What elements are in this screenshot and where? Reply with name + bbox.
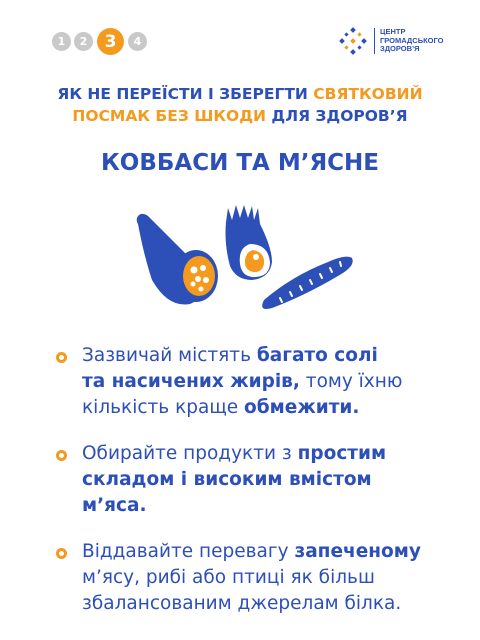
logo-text	[374, 28, 443, 54]
headline	[0, 83, 480, 127]
meat-illustration	[132, 200, 362, 315]
meat-ribs-icon	[226, 205, 273, 280]
page-dot-4: 4	[128, 32, 147, 51]
headline-part-3: ПОСМАК БЕЗ ШКОДИ	[72, 107, 266, 125]
tip-item: Зазвичай містять багато солі та насичених жирів, тому їхню кількість краще обмежити.	[56, 343, 436, 421]
logo-line-1: ЦЕНТР	[380, 27, 406, 37]
bullet-circle-icon	[56, 352, 67, 363]
bullet-circle-icon	[56, 450, 67, 461]
tips-list	[56, 343, 436, 637]
tip-item: Віддавайте перевагу запеченому м’ясу, рибі або птиці як більш збалансованим джерелам білка.	[56, 539, 436, 617]
page-title: КОВБАСИ ТА М’ЯСНЕ	[100, 150, 380, 176]
headline-part-2: СВЯТКОВИЙ	[313, 85, 423, 103]
page-dot-1: 1	[52, 32, 71, 51]
tip-item: Обирайте продукти з простим складом і високим вмістом м’яса.	[56, 441, 436, 519]
page-dot-3-active: 3	[97, 28, 124, 55]
logo-line-2: ГРОМАДСЬКОГО	[380, 35, 444, 45]
page-dot-2: 2	[74, 32, 93, 51]
sausage-icon	[137, 214, 218, 305]
public-health-center-logo	[338, 26, 443, 56]
thin-sausage-icon	[262, 257, 353, 309]
bullet-circle-icon	[56, 548, 67, 559]
headline-part-4: ДЛЯ ЗДОРОВ’Я	[266, 107, 408, 125]
headline-part-1: ЯК НЕ ПЕРЕЇСТИ І ЗБЕРЕГТИ	[57, 85, 314, 103]
logo-mark-icon	[338, 26, 368, 56]
page-indicator	[52, 28, 150, 55]
logo-line-3: ЗДОРОВ’Я	[380, 44, 420, 54]
